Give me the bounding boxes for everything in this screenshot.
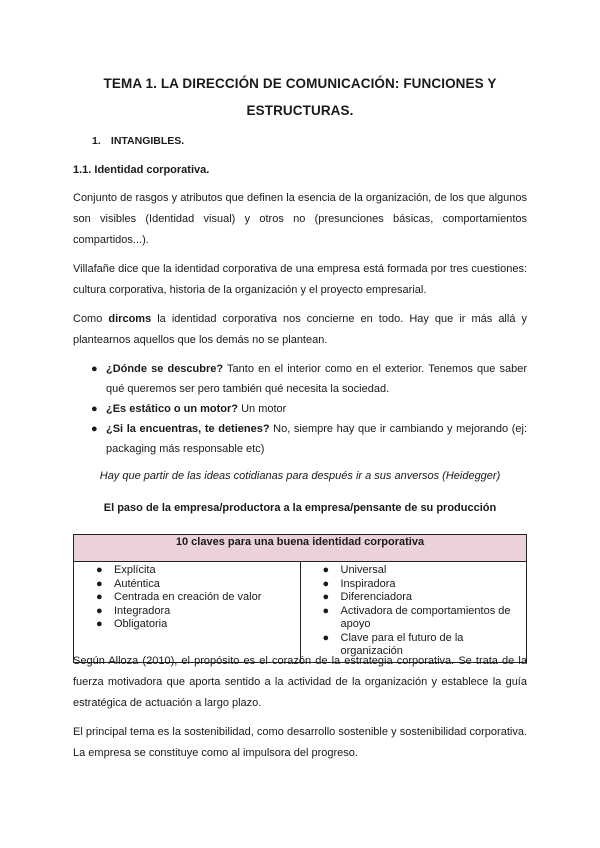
heidegger-quote: Hay que partir de las ideas cotidianas para después ir a sus anversos (Heidegger) [99,470,501,482]
subsection-heading-identidad: 1.1. Identidad corporativa. [73,164,210,176]
list-item [305,591,523,605]
list-item [78,618,296,632]
list-item [78,564,296,578]
paragraph-dircoms-bold: dircoms [108,313,152,325]
list-item [73,359,527,399]
bullet-icon: ● [91,403,98,415]
bullet-icon: ● [322,631,330,644]
bullet-icon: ● [91,363,98,375]
section-label: INTANGIBLES. [110,135,185,147]
bullet-icon: ● [322,564,330,576]
list-item [78,605,296,619]
section-heading-intangibles [92,135,184,147]
clave-text: Inspiradora [340,577,396,590]
clave-text: Explícita [114,564,156,576]
paragraph-sostenibilidad: El principal tema es la sostenibilidad, como desarrollo sostenible y sostenibilidad corporativa. La empresa se constituye como al impulsora del progreso. [73,726,527,759]
bullet-icon: ● [96,604,103,617]
list-item [73,399,527,419]
bullet-icon: ● [96,577,103,590]
list-item [78,591,296,605]
claves-table [73,534,527,663]
bullet-question: ¿Si la encuentras, te detienes? [106,423,270,435]
table-left-column [74,562,301,663]
bullet-icon: ● [322,604,330,617]
list-item [73,419,527,459]
clave-text: Auténtica [114,577,160,590]
paragraph-dircoms-pre: Como [73,313,109,325]
bullet-question: ¿Dónde se descubre? [106,363,224,375]
title-line-1: TEMA 1. LA DIRECCIÓN DE COMUNICACIÓN: FUNCIONES Y [103,76,497,91]
bullet-icon: ● [322,591,330,603]
table-right-column [300,562,527,663]
paragraph-dircoms-post: la identidad corporativa nos concierne en todo. Hay que ir más allá y plantearnos aquellos que los demás no se plantean. [73,313,527,346]
list-item [78,578,296,592]
list-item [305,605,523,632]
clave-text: Activadora de comportamientos de apoyo [340,604,511,630]
bullet-icon: ● [96,564,103,576]
clave-text: Diferenciadora [340,591,413,603]
bullet-answer: Un motor [238,403,287,415]
clave-text: Obligatoria [114,618,168,630]
paragraph-alloza: Según Alloza (2010), el propósito es el corazón de la estrategia corporativa. Se trata de la fuerza motivadora que aporta sentido a la actividad de la organización y establece la guía estratégica de actuación a largo plazo. [73,655,527,709]
empresa-subtitle: El paso de la empresa/productora a la empresa/pensante de su producción [103,502,497,514]
clave-text: Clave para el futuro de la organización [340,631,464,657]
section-number: 1. [92,135,101,147]
bullet-icon: ● [96,591,103,603]
bullet-icon: ● [96,618,103,630]
bullet-icon: ● [91,423,98,435]
clave-text: Centrada en creación de valor [114,591,262,603]
paragraph-definition: Conjunto de rasgos y atributos que definen la esencia de la organización, de los que algunos son visibles (Identidad visual) y otros no (presunciones básicas, comportamientos compartidos...). [73,192,527,246]
bullet-question: ¿Es estático o un motor? [106,403,239,415]
list-item [305,564,523,578]
paragraph-villafane: Villafañe dice que la identidad corporativa de una empresa está formada por tres cuestiones: cultura corporativa, historia de la organización y el proyecto empresarial. [73,263,527,296]
bullet-icon: ● [322,577,330,590]
bullet-answer: Tanto en el interior como en el exterior. Tenemos que saber qué queremos ser pero también qué necesita la sociedad. [106,363,527,395]
question-bullet-list [73,359,527,459]
page-title [90,70,510,124]
bullet-answer: No, siempre hay que ir cambiando y mejorando (ej: packaging más responsable etc) [106,423,528,455]
title-line-2: ESTRUCTURAS. [246,103,354,118]
clave-text: Integradora [114,604,171,617]
table-header: 10 claves para una buena identidad corporativa [74,535,527,562]
list-item [305,578,523,592]
paragraph-dircoms [73,309,527,351]
clave-text: Universal [340,564,387,576]
